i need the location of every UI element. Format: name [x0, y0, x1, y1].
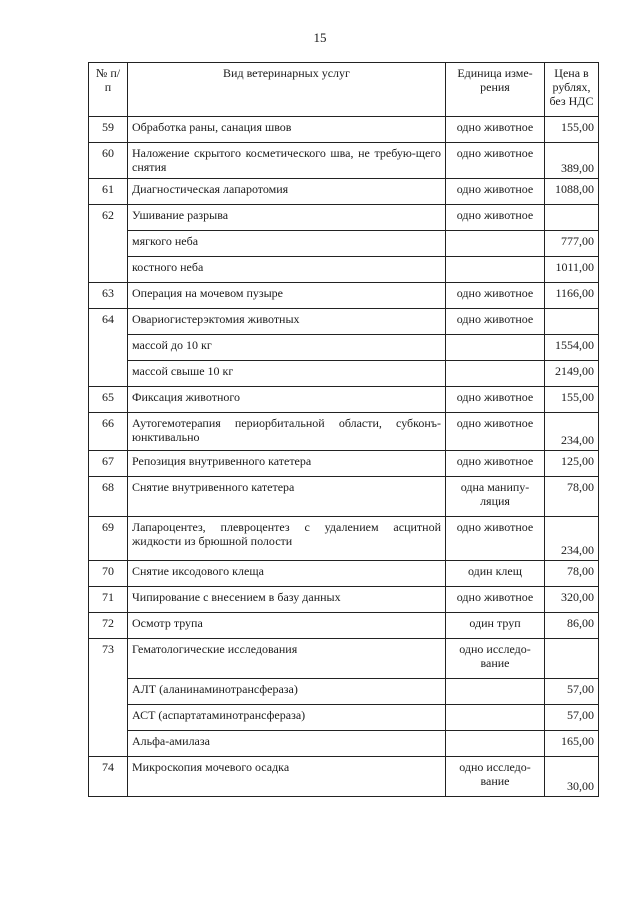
table-row	[89, 587, 599, 613]
table-row	[89, 413, 599, 451]
table-row	[89, 731, 599, 757]
service-name: Альфа-амилаза	[128, 731, 446, 757]
table-row	[89, 451, 599, 477]
price: 389,00	[545, 143, 599, 179]
table-row	[89, 679, 599, 705]
price: 1554,00	[545, 335, 599, 361]
unit-of-measure: один клещ	[446, 561, 545, 587]
table-row	[89, 117, 599, 143]
price	[545, 639, 599, 679]
unit-of-measure	[446, 361, 545, 387]
table-row	[89, 705, 599, 731]
price: 234,00	[545, 517, 599, 561]
table-row	[89, 517, 599, 561]
unit-of-measure: одно животное	[446, 387, 545, 413]
unit-of-measure: одно животное	[446, 117, 545, 143]
service-name: Снятие иксодового клеща	[128, 561, 446, 587]
unit-of-measure: одно исследо-вание	[446, 639, 545, 679]
row-number: 65	[89, 387, 128, 413]
service-name: Гематологические исследования	[128, 639, 446, 679]
table-row	[89, 179, 599, 205]
vet-services-price-table	[88, 62, 599, 797]
unit-of-measure: одно животное	[446, 413, 545, 451]
row-number: 74	[89, 757, 128, 797]
table-body	[89, 117, 599, 797]
price: 155,00	[545, 387, 599, 413]
service-name: АЛТ (аланинаминотрансфераза)	[128, 679, 446, 705]
table-row	[89, 361, 599, 387]
table-row	[89, 561, 599, 587]
price: 57,00	[545, 705, 599, 731]
price: 30,00	[545, 757, 599, 797]
service-name: Микроскопия мочевого осадка	[128, 757, 446, 797]
row-number: 64	[89, 309, 128, 387]
service-name: массой до 10 кг	[128, 335, 446, 361]
service-name: Осмотр трупа	[128, 613, 446, 639]
header-num: № п/п	[89, 63, 128, 117]
row-number: 72	[89, 613, 128, 639]
price: 234,00	[545, 413, 599, 451]
unit-of-measure: одно животное	[446, 283, 545, 309]
service-name: Наложение скрытого косметического шва, не требую-щего снятия	[128, 143, 446, 179]
price: 86,00	[545, 613, 599, 639]
unit-of-measure: одно животное	[446, 179, 545, 205]
row-number: 71	[89, 587, 128, 613]
row-number: 61	[89, 179, 128, 205]
row-number: 60	[89, 143, 128, 179]
unit-of-measure: одно животное	[446, 587, 545, 613]
table-row	[89, 387, 599, 413]
service-name: Диагностическая лапаротомия	[128, 179, 446, 205]
service-name: Обработка раны, санация швов	[128, 117, 446, 143]
unit-of-measure: один труп	[446, 613, 545, 639]
price: 78,00	[545, 477, 599, 517]
table-row	[89, 335, 599, 361]
row-number: 70	[89, 561, 128, 587]
row-number: 59	[89, 117, 128, 143]
table-row	[89, 477, 599, 517]
row-number: 66	[89, 413, 128, 451]
service-name: Снятие внутривенного катетера	[128, 477, 446, 517]
price: 1088,00	[545, 179, 599, 205]
service-name: Аутогемотерапия периорбитальной области, субконъ-юнктивально	[128, 413, 446, 451]
table-row	[89, 613, 599, 639]
unit-of-measure	[446, 335, 545, 361]
header-unit: Единица изме-рения	[446, 63, 545, 117]
service-name: Чипирование с внесением в базу данных	[128, 587, 446, 613]
service-name: Репозиция внутривенного катетера	[128, 451, 446, 477]
page-number: 15	[313, 30, 327, 45]
price: 125,00	[545, 451, 599, 477]
service-name: костного неба	[128, 257, 446, 283]
unit-of-measure	[446, 679, 545, 705]
price: 320,00	[545, 587, 599, 613]
price: 165,00	[545, 731, 599, 757]
price: 1166,00	[545, 283, 599, 309]
service-name: АСТ (аспартатаминотрансфераза)	[128, 705, 446, 731]
service-name: Операция на мочевом пузыре	[128, 283, 446, 309]
row-number: 62	[89, 205, 128, 283]
table-header-row	[89, 63, 599, 117]
row-number: 67	[89, 451, 128, 477]
service-name: Овариогистерэктомия животных	[128, 309, 446, 335]
unit-of-measure	[446, 257, 545, 283]
unit-of-measure: одно животное	[446, 143, 545, 179]
table-row	[89, 639, 599, 679]
table-row	[89, 231, 599, 257]
table-row	[89, 283, 599, 309]
price: 1011,00	[545, 257, 599, 283]
service-name: Лапароцентез, плевроцентез с удалением асцитной жидкости из брюшной полости	[128, 517, 446, 561]
row-number: 73	[89, 639, 128, 757]
unit-of-measure	[446, 731, 545, 757]
unit-of-measure	[446, 231, 545, 257]
row-number: 68	[89, 477, 128, 517]
row-number: 69	[89, 517, 128, 561]
service-name: массой свыше 10 кг	[128, 361, 446, 387]
price	[545, 205, 599, 231]
table-row	[89, 757, 599, 797]
price: 777,00	[545, 231, 599, 257]
unit-of-measure: одна манипу-ляция	[446, 477, 545, 517]
unit-of-measure: одно животное	[446, 451, 545, 477]
price: 78,00	[545, 561, 599, 587]
unit-of-measure: одно животное	[446, 517, 545, 561]
row-number: 63	[89, 283, 128, 309]
unit-of-measure	[446, 705, 545, 731]
unit-of-measure: одно животное	[446, 309, 545, 335]
price: 2149,00	[545, 361, 599, 387]
service-name: мягкого неба	[128, 231, 446, 257]
price: 57,00	[545, 679, 599, 705]
table-row	[89, 205, 599, 231]
service-name: Ушивание разрыва	[128, 205, 446, 231]
unit-of-measure: одно животное	[446, 205, 545, 231]
price: 155,00	[545, 117, 599, 143]
table-row	[89, 143, 599, 179]
unit-of-measure: одно исследо-вание	[446, 757, 545, 797]
service-name: Фиксация животного	[128, 387, 446, 413]
table-row	[89, 257, 599, 283]
header-price: Цена в рублях, без НДС	[545, 63, 599, 117]
price	[545, 309, 599, 335]
table-row	[89, 309, 599, 335]
header-service-name: Вид ветеринарных услуг	[128, 63, 446, 117]
